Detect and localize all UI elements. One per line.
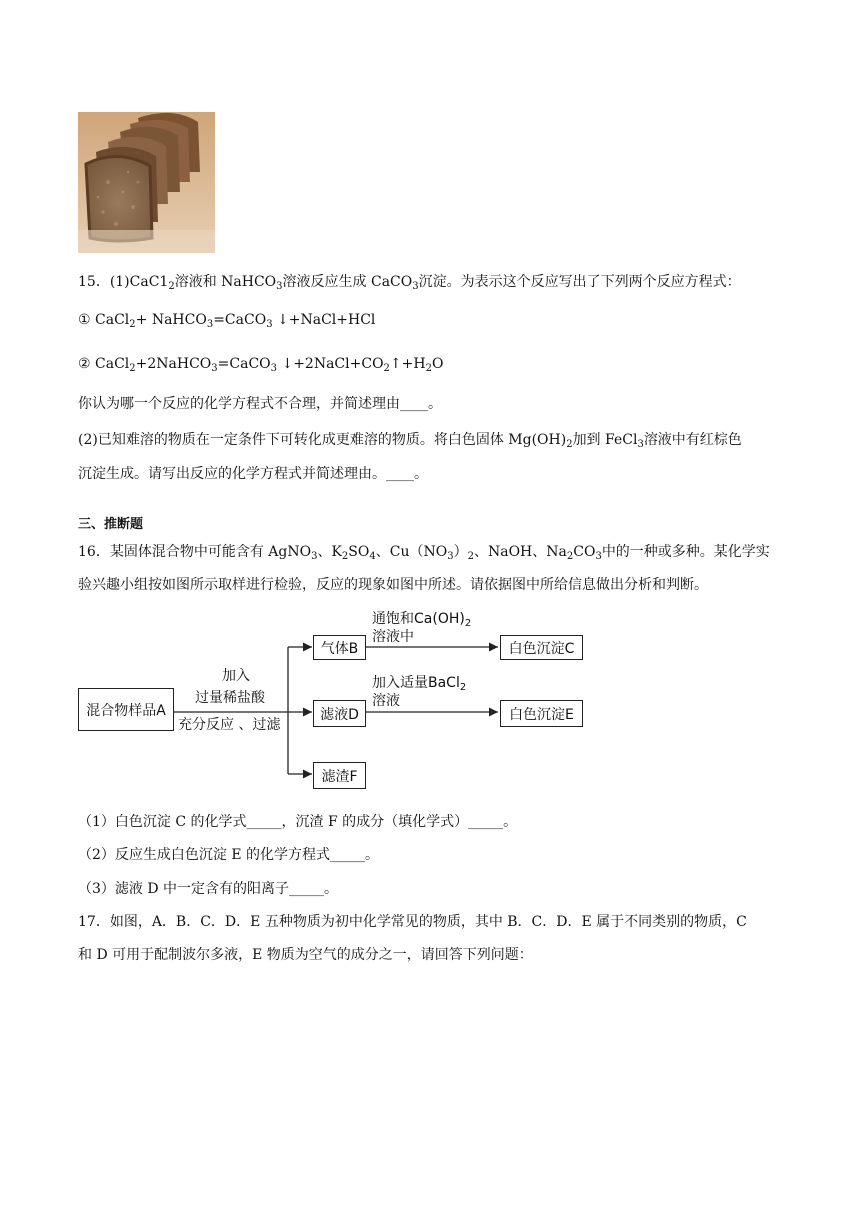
q16-sub3: （3）滤液 D 中一定含有的阳离子_____。 — [78, 881, 339, 897]
section-title: 三、推断题 — [78, 517, 144, 532]
q16-line2: 验兴趣小组按如图所示取样进行检验，反应的现象如图中所述。请依据图中所给信息做出分析和判断。 — [78, 577, 708, 593]
reagent-label-top: 加入 — [222, 668, 250, 684]
box-precipitate-e: 白色沉淀E — [500, 700, 583, 727]
reagent-label-bottom: 充分反应 、过滤 — [178, 717, 281, 733]
condition-1-line1: 通饱和$Ca(OH)_2$ — [372, 611, 472, 629]
q16-sub2: （2）反应生成白色沉淀 E 的化学方程式_____。 — [78, 847, 380, 863]
q16-line1: 16．某固体混合物中可能含有 AgNO$_3$、$K_2SO_4$、$Cu(NO_3)_2$、NaOH、$Na_2CO_3$中的一种或多种。某化学实 — [78, 544, 770, 562]
q15-part2-line1: (2)已知难溶的物质在一定条件下可转化成更难溶的物质。将白色固体 $Mg(OH)_2$加到 FeCl$_3$溶液中有红棕色 — [78, 432, 742, 450]
condition-2-line1: 加入适量BaCl$_2$ — [372, 675, 467, 693]
q17-line1: 17．如图，A．B．C．D．E 五种物质为初中化学常见的物质，其中 B．C．D．E 属于不同类别的物质，C — [78, 914, 747, 930]
box-gas-b: 气体B — [313, 635, 366, 660]
q17-line2: 和 D 可用于配制波尔多液，E 物质为空气的成分之一，请回答下列问题： — [78, 947, 533, 963]
q15-intro: 15．$(1)CaC1_2$溶液和 NaHCO$_3$溶液反应生成 CaCO$_3$沉淀。为表示这个反应写出了下列两个反应方程式： — [78, 274, 741, 292]
box-filtrate-d: 滤液D — [313, 700, 366, 727]
reagent-label-mid: 过量稀盐酸 — [195, 690, 265, 706]
box-sample-a: 混合物样品A — [78, 688, 174, 731]
condition-1-line2: 溶液中 — [372, 629, 414, 645]
q15-part2-line2: 沉淀生成。请写出反应的化学方程式并简述理由。____。 — [78, 466, 428, 482]
condition-2-line2: 溶液 — [372, 693, 400, 709]
equation-1: ① CaCl$_2$+ NaHCO$_3$=CaCO$_3$ ↓+NaCl+HCl — [78, 312, 376, 330]
box-precipitate-c: 白色沉淀C — [500, 635, 583, 660]
q16-sub1: （1）白色沉淀 C 的化学式_____，沉渣 F 的成分（填化学式）_____。 — [78, 814, 518, 830]
equation-2: ② CaCl$_2$+2NaHCO$_3$=CaCO$_3$ $↓+2NaCl+CO_2↑+H_2O$ — [78, 356, 444, 374]
box-residue-f: 滤渣F — [313, 762, 366, 789]
q15-part1-question: 你认为哪一个反应的化学方程式不合理，并简述理由____。 — [78, 396, 442, 412]
